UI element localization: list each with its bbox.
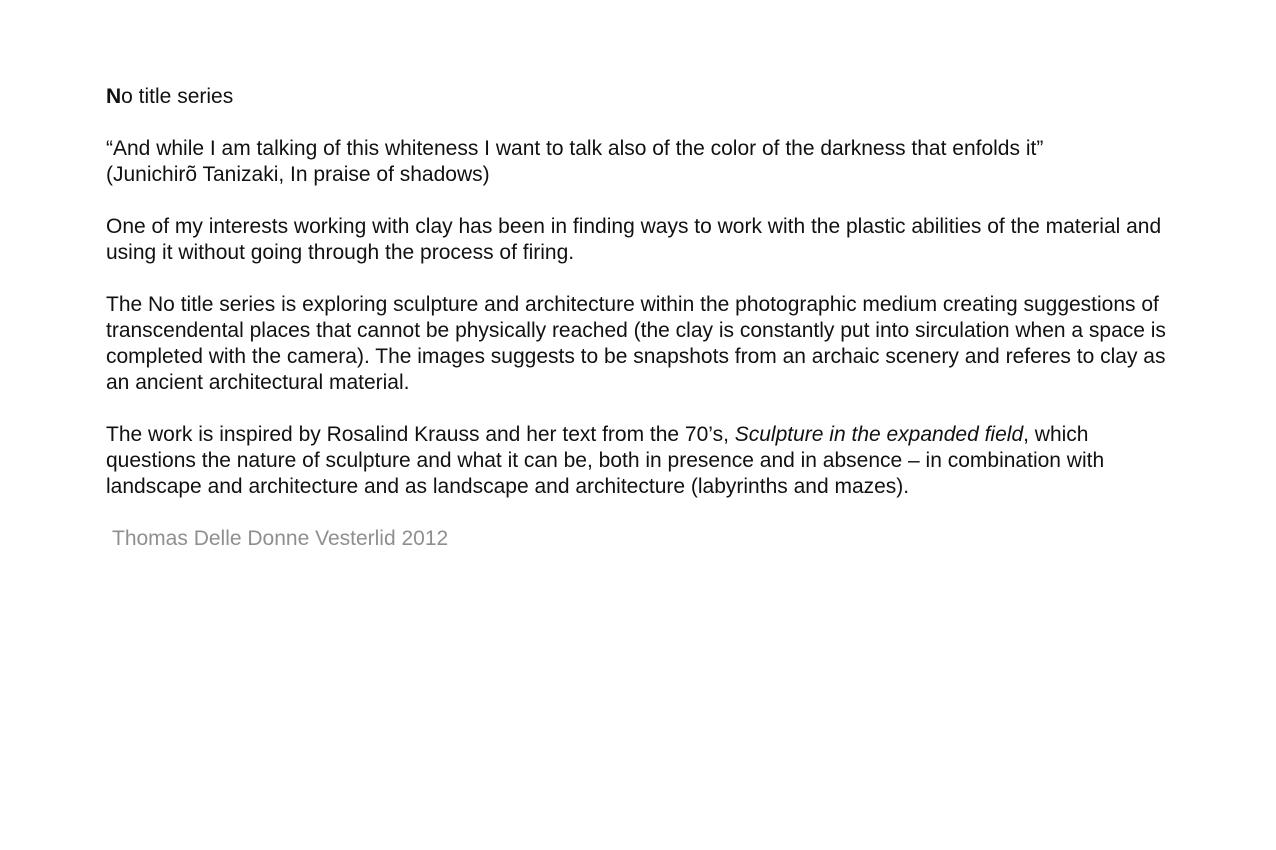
- document-body: [106, 84, 1166, 552]
- paragraph-1: One of my interests working with clay has been in finding ways to work with the plastic abilities of the material and using it without going through the process of firing.: [106, 215, 1162, 264]
- title-rest: o title series: [121, 85, 234, 108]
- paragraph-3: [106, 422, 1166, 500]
- paragraph-3-after: , which questions the nature of sculpture and what it can be, both in presence and in absence – in combination with landscape and architecture and as landscape and architecture (labyrinths and mazes).: [106, 423, 1105, 498]
- paragraph-3-italic-title: Sculpture in the expanded field: [734, 423, 1024, 446]
- page-title: [106, 84, 1166, 110]
- quote-source: (Junichirõ Tanizaki, In praise of shadows): [106, 163, 490, 186]
- signature: Thomas Delle Donne Vesterlid 2012: [112, 527, 449, 550]
- paragraph-2: The No title series is exploring sculpture and architecture within the photographic medium creating suggestions of transcendental places that cannot be physically reached (the clay is constantly put into sirculation when a space is completed with the camera). The images suggests to be snapshots from an archaic scenery and referes to clay as an ancient architectural material.: [106, 293, 1166, 394]
- title-initial: N: [106, 85, 122, 108]
- paragraph-3-before: The work is inspired by Rosalind Krauss and her text from the 70’s,: [106, 423, 735, 446]
- quote-text: “And while I am talking of this whiteness I want to talk also of the color of the darkness that enfolds it”: [106, 137, 1044, 160]
- epigraph-quote: [106, 136, 1166, 188]
